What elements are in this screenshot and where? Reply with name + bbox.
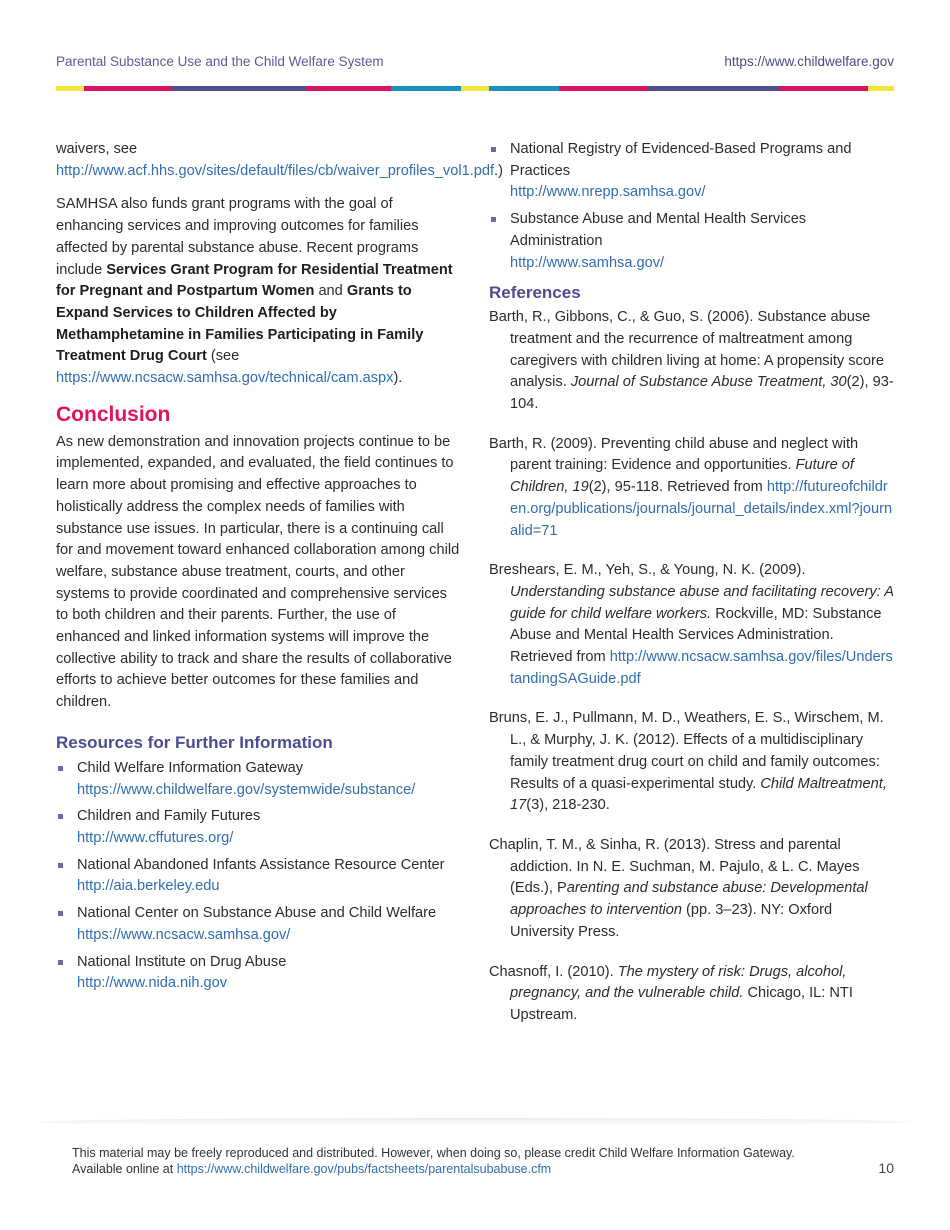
resources-list	[56, 758, 460, 995]
color-bar-segment	[305, 86, 391, 91]
right-column	[489, 139, 894, 1045]
color-bar-segment	[559, 86, 647, 91]
left-column	[56, 139, 503, 1000]
list-item: National Institute on Drug Abuse http://www.nida.nih.gov	[56, 952, 460, 995]
footer-divider	[40, 1118, 910, 1126]
list-item: National Abandoned Infants Assistance Resource Center http://aia.berkeley.edu	[56, 855, 460, 898]
list-item: National Registry of Evidenced-Based Programs and Practices http://www.nrepp.samhsa.gov/	[489, 139, 894, 204]
list-item: Child Welfare Information Gateway https://www.childwelfare.gov/systemwide/substance/	[56, 758, 460, 801]
cam-link[interactable]: https://www.ncsacw.samhsa.gov/technical/cam.aspx	[56, 370, 394, 387]
color-bar-segment	[461, 86, 489, 91]
resource-link[interactable]: http://www.samhsa.gov/	[510, 254, 665, 271]
resource-link[interactable]: http://aia.berkeley.edu	[77, 878, 220, 895]
reference-item: Chasnoff, I. (2010). The mystery of risk: Drugs, alcohol, pregnancy, and the vulnerable child. Chicago, IL: NTI Upstream.	[489, 963, 853, 1023]
reference-item: Barth, R. (2009). Preventing child abuse and neglect with parent training: Evidence and opportunities. Future of Children, 19(2), 95-118. Retrieved from http://futureofchildren.org/publications/journals/journal_details/index.xml?journalid=71	[489, 435, 893, 539]
color-bar-segment	[489, 86, 559, 91]
reference-item: Barth, R., Gibbons, C., & Guo, S. (2006). Substance abuse treatment and the recurrence of maltreatment among caregivers with children living at home: A propensity score analysis. Journal of Substance Abuse Treatment, 30(2), 93-104.	[489, 309, 894, 413]
resource-link[interactable]: http://www.nida.nih.gov	[77, 975, 228, 992]
reference-link[interactable]: http://futureofchildren.org/publications/journals/journal_details/index.xml?journalid=71	[510, 479, 893, 539]
color-bar-segment	[868, 86, 894, 91]
color-bar-segment	[391, 86, 461, 91]
reference-item: Chaplin, T. M., & Sinha, R. (2013). Stress and parental addiction. In N. E. Suchman, M. Pajulo, & L. C. Mayes (Eds.), Parenting and substance abuse: Developmental approaches to intervention (pp. 3–23). NY: Oxford University Press.	[489, 836, 868, 940]
resource-link[interactable]: http://www.cffutures.org/	[77, 829, 234, 846]
resources-list-continued	[489, 139, 894, 274]
footer-credit: This material may be freely reproduced and distributed. However, when doing so, please credit Child Welfare Information Gateway.	[72, 1146, 795, 1160]
resource-link[interactable]: http://www.nrepp.samhsa.gov/	[510, 184, 706, 201]
samhsa-paragraph: SAMHSA also funds grant programs with the goal of enhancing services and improving outcomes for families affected by parental substance abuse. Recent programs include Services Grant Program for Residential Treatment for Pregnant and Postpartum Women and Grants to Expand Services to Children Affected by Methamphetamine in Families Participating in Family Treatment Drug Court (see https://www.ncsacw.samhsa.gov/technical/cam.aspx).	[56, 196, 453, 387]
page-number: 10	[878, 1160, 894, 1176]
references-heading: References	[489, 283, 581, 303]
waiver-paragraph: waivers, see http://www.acf.hhs.gov/sites/default/files/cb/waiver_profiles_vol1.pdf.)	[56, 141, 503, 179]
reference-item: Bruns, E. J., Pullmann, M. D., Weathers, E. S., Wirschem, M. L., & Murphy, J. K. (2012). Effects of a multidisciplinary family treatment drug court on child and family outcomes: Results of a quasi-experimental study. Child Maltreatment, 17(3), 218-230.	[489, 710, 887, 814]
page-footer	[72, 1145, 852, 1177]
reference-item: Breshears, E. M., Yeh, S., & Young, N. K. (2009). Understanding substance abuse and facilitating recovery: A guide for child welfare workers. Rockville, MD: Substance Abuse and Mental Health Services Administration. Retrieved from http://www.ncsacw.samhsa.gov/files/UnderstandingSAGuide.pdf	[489, 562, 894, 687]
resources-heading: Resources for Further Information	[56, 732, 333, 752]
header-site-link[interactable]: https://www.childwelfare.gov	[724, 54, 894, 69]
color-bar-segment	[780, 86, 868, 91]
color-bar	[56, 86, 894, 91]
conclusion-paragraph: As new demonstration and innovation projects continue to be implemented, expanded, and evaluated, the field continues to learn more about promising and effective approaches to holistically address the complex needs of families with substance use issues. In particular, there is a continuing call for and movement toward enhanced collaboration among child welfare, substance abuse treatment, courts, and other systems to provide coordinated and comprehensive services to both children and their parents. Further, the use of enhanced and linked information systems will improve the collective ability to track and share the results of collaborative efforts to achieve better outcomes for these families and children.	[56, 433, 460, 711]
footer-link[interactable]: https://www.childwelfare.gov/pubs/factsheets/parentalsubabuse.cfm	[176, 1162, 552, 1176]
color-bar-segment	[172, 86, 305, 91]
color-bar-segment	[647, 86, 780, 91]
conclusion-heading: Conclusion	[56, 402, 171, 426]
reference-link[interactable]: http://www.ncsacw.samhsa.gov/files/UnderstandingSAGuide.pdf	[510, 649, 893, 687]
list-item: Children and Family Futures http://www.cffutures.org/	[56, 806, 460, 849]
resource-link[interactable]: https://www.childwelfare.gov/systemwide/substance/	[77, 781, 416, 798]
page-header	[56, 54, 894, 74]
footer-available: Available online at https://www.childwelfare.gov/pubs/factsheets/parentalsubabuse.cfm	[72, 1162, 552, 1176]
resource-link[interactable]: https://www.ncsacw.samhsa.gov/	[77, 926, 291, 943]
color-bar-segment	[84, 86, 172, 91]
list-item: National Center on Substance Abuse and Child Welfare https://www.ncsacw.samhsa.gov/	[56, 903, 460, 946]
list-item: Substance Abuse and Mental Health Services Administration http://www.samhsa.gov/	[489, 209, 894, 274]
color-bar-segment	[56, 86, 84, 91]
waiver-link[interactable]: http://www.acf.hhs.gov/sites/default/files/cb/waiver_profiles_vol1.pdf	[56, 162, 495, 179]
header-title: Parental Substance Use and the Child Welfare System	[56, 54, 384, 69]
